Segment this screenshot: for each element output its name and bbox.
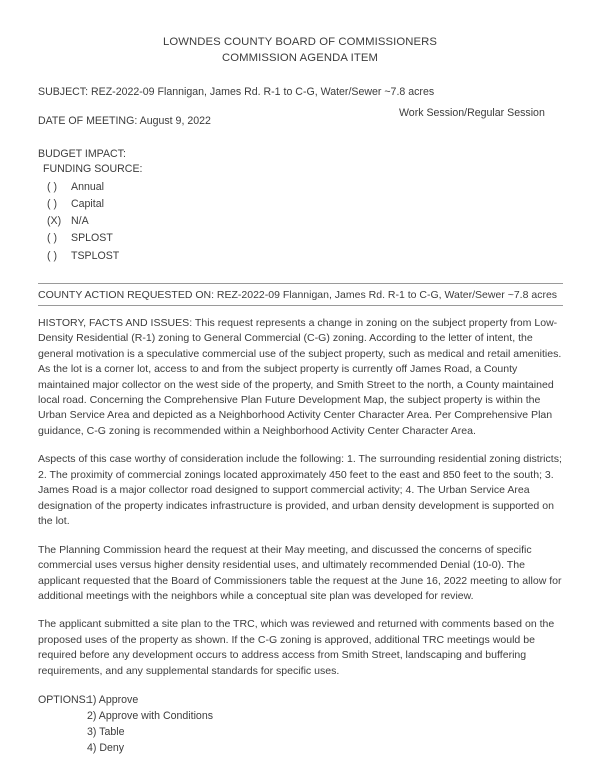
header-line-organization: LOWNDES COUNTY BOARD OF COMMISSIONERS (162, 36, 437, 48)
paragraph-planning-commission: The Planning Commission heard the request at their May meeting, and discussed the concerns of specific commercial uses versus higher density residential uses, and ultimately recommended Denial (10-0). The applicant requested that the Board of Commissioners table the request at the June 16, 2022 meeting to allow for additional meetings with the neighbors while a conceptual site plan was developed for review. (38, 543, 562, 602)
options-section (38, 693, 563, 756)
checkbox-tsplost[interactable]: ( ) (47, 249, 57, 262)
checkbox-annual[interactable]: ( ) (47, 180, 57, 193)
funding-option-label: TSPLOST (71, 249, 120, 262)
budget-impact-section (38, 147, 563, 265)
funding-option-capital[interactable] (38, 196, 563, 213)
subject-line: SUBJECT: REZ-2022-09 Flannigan, James Rd. R-1 to C-G, Water/Sewer ~7.8 acres (38, 86, 435, 98)
funding-option-splost[interactable] (38, 230, 563, 247)
budget-impact-label: BUDGET IMPACT: (38, 147, 126, 160)
checkbox-capital[interactable]: ( ) (47, 197, 57, 210)
funding-option-label: Capital (71, 197, 104, 210)
option-item-approve-with-conditions[interactable]: 2) Approve with Conditions (87, 710, 214, 723)
session-type: Work Session/Regular Session (399, 106, 545, 119)
funding-option-label: Annual (71, 180, 104, 193)
options-list (87, 693, 563, 756)
meeting-row (38, 106, 563, 131)
paragraph-site-plan-trc: The applicant submitted a site plan to the TRC, which was reviewed and returned with comments based on the proposed uses of the property as shown. If the C-G zoning is approved, additional TRC meetings would be required before any development occurs to address access from Smith Street, landscaping and buffering requirements, and any supplemental standards for specific uses. (38, 618, 555, 677)
option-item-deny[interactable]: 4) Deny (87, 741, 125, 754)
funding-option-na[interactable] (38, 213, 563, 230)
narrative-section (0, 316, 600, 680)
options-label: OPTIONS: (38, 694, 89, 707)
funding-source-options (38, 179, 563, 265)
document-body (0, 85, 600, 265)
date-of-meeting: DATE OF MEETING: August 9, 2022 (38, 114, 211, 127)
funding-option-label: N/A (71, 215, 89, 228)
funding-option-tsplost[interactable] (38, 248, 563, 265)
document-header (0, 34, 600, 66)
paragraph-history-facts-issues: HISTORY, FACTS AND ISSUES: This request represents a change in zoning on the subject property from Low-Density Residential (R-1) zoning to General Commercial (C-G) zoning. According to the letter of intent, the general motivation is a speculative commercial use of the subject property, such as medical and retail amenities. As the lot is a corner lot, access to and from the subject property is currently off James Road, a County maintained major collector on the west side of the property, and Smith Street to the north, a County maintained local road. Concerning the Comprehensive Plan Future Development Map, the subject property is within the Urban Service Area and depicted as a Neighborhood Activity Center Character Area. Per Comprehensive Plan guidance, C-G zoning is recommended within a Neighborhood Activity Center Character Area. (38, 316, 562, 437)
header-line-document-type: COMMISSION AGENDA ITEM (222, 52, 378, 64)
option-item-table[interactable]: 3) Table (87, 725, 125, 738)
funding-source-label: FUNDING SOURCE: (43, 163, 143, 176)
checkbox-na[interactable]: (X) (47, 215, 62, 228)
funding-option-annual[interactable] (38, 179, 563, 196)
options-section-wrapper (0, 693, 600, 756)
option-item-approve[interactable]: 1) Approve (87, 694, 139, 707)
paragraph-aspects-of-case: Aspects of this case worthy of consideration include the following: 1. The surrounding residential zoning districts; 2. The proximity of commercial zonings located approximately 450 feet to the east and 850 feet to the south; 3. James Road is a major collector road designed to support commercial activity; 4. The Urban Service Area designation of the property indicates infrastructure is provided, and urban density development is supported on the lot. (38, 453, 562, 528)
funding-option-label: SPLOST (71, 232, 113, 245)
county-action-requested: COUNTY ACTION REQUESTED ON: REZ-2022-09 Flannigan, James Rd. R-1 to C-G, Water/Sewer ~7.8 acres (38, 283, 563, 306)
checkbox-splost[interactable]: ( ) (47, 232, 57, 245)
